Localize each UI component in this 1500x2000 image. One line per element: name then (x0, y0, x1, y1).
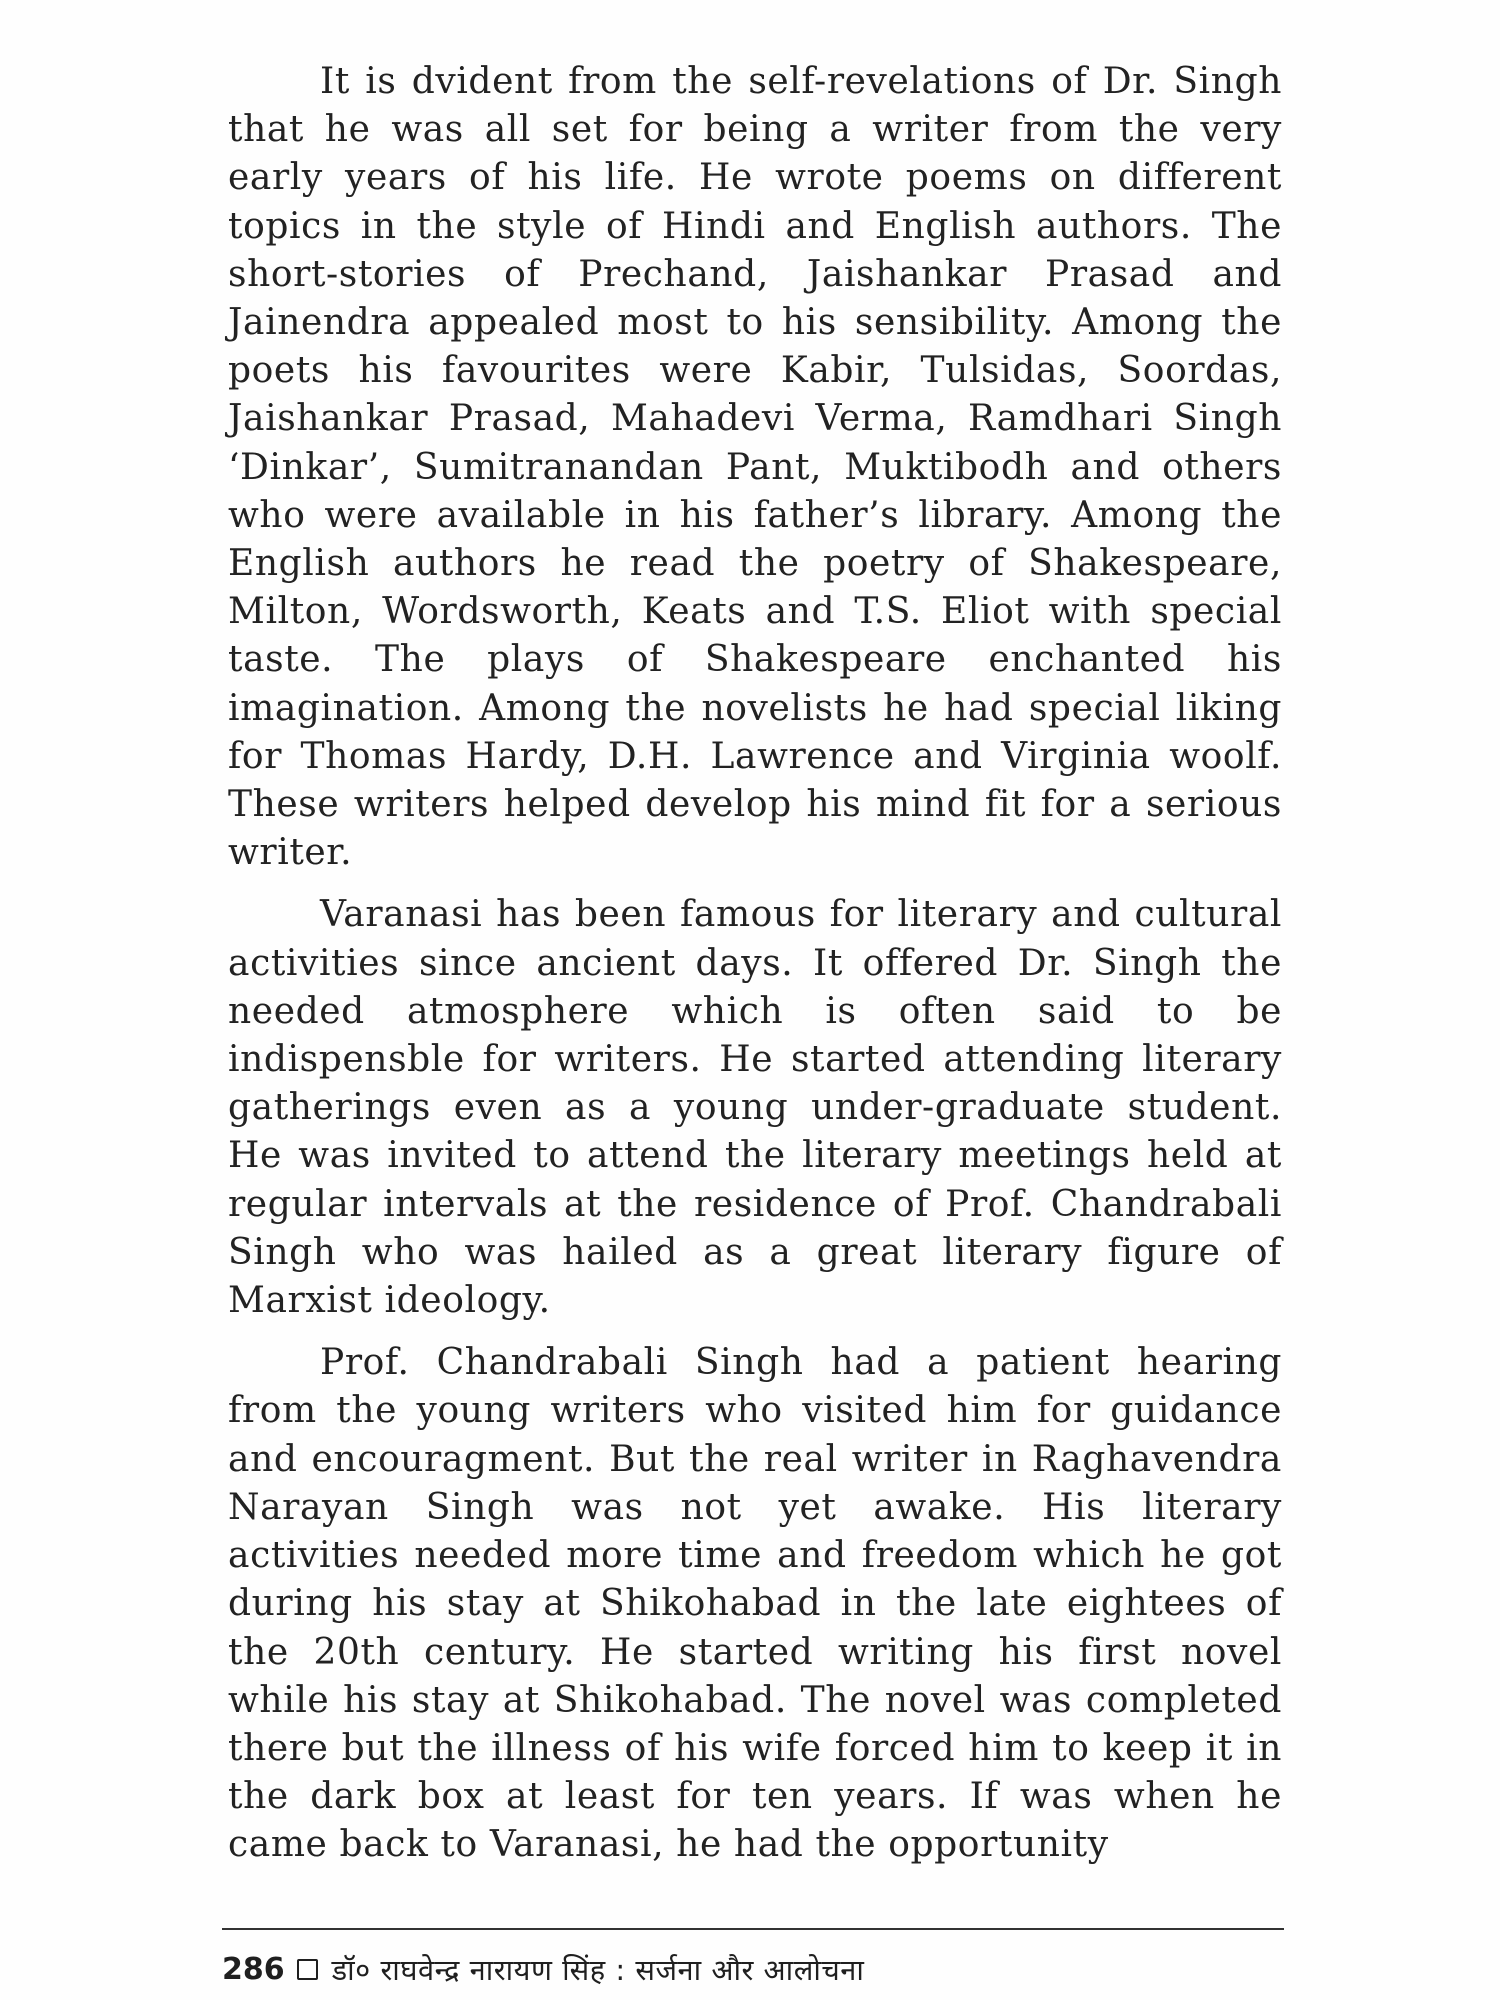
square-bullet-icon (297, 1959, 318, 1980)
paragraph-2: Varanasi has been famous for literary and cultural activities since ancient days. It offered Dr. Singh the needed atmosphere which is often said to be indispensble for writers. He started attending literary gatherings even as a young under-graduate student. He was invited to attend the literary meetings held at regular intervals at the residence of Prof. Chandrabali Singh who was hailed as a great literary figure of Marxist ideology. (228, 894, 1282, 1322)
paragraph-3: Prof. Chandrabali Singh had a patient hearing from the young writers who visited him for guidance and encouragment. But the real writer in Raghavendra Narayan Singh was not yet awake. His literary activities needed more time and freedom which he got during his stay at Shikohabad in the late eightees of the 20th century. He started writing his first novel while his stay at Shikohabad. The novel was completed there but the illness of his wife forced him to keep it in the dark box at least for ten years. If was when he came back to Varanasi, he had the opportunity (228, 1342, 1282, 1866)
footer-divider (222, 1928, 1284, 1930)
page-number: 286 (222, 1951, 285, 1987)
page-footer (222, 1944, 864, 1994)
body-text (228, 58, 1282, 1884)
book-title: डॉ० राघवेन्द्र नारायण सिंह : सर्जना और आलोचना (331, 1952, 865, 1987)
paragraph-1: It is dvident from the self-revelations of Dr. Singh that he was all set for being a writer from the very early years of his life. He wrote poems on different topics in the style of Hindi and English authors. The short-stories of Prechand, Jaishankar Prasad and Jainendra appealed most to his sensibility. Among the poets his favourites were Kabir, Tulsidas, Soordas, Jaishankar Prasad, Mahadevi Verma, Ramdhari Singh ‘Dinkar’, Sumitranandan Pant, Muktibodh and others who were available in his father’s library. Among the English authors he read the poetry of Shakespeare, Milton, Wordsworth, Keats and T.S. Eliot with special taste. The plays of Shakespeare enchanted his imagination. Among the novelists he had special liking for Thomas Hardy, D.H. Lawrence and Virginia woolf. These writers helped develop his mind fit for a serious writer. (228, 61, 1282, 874)
